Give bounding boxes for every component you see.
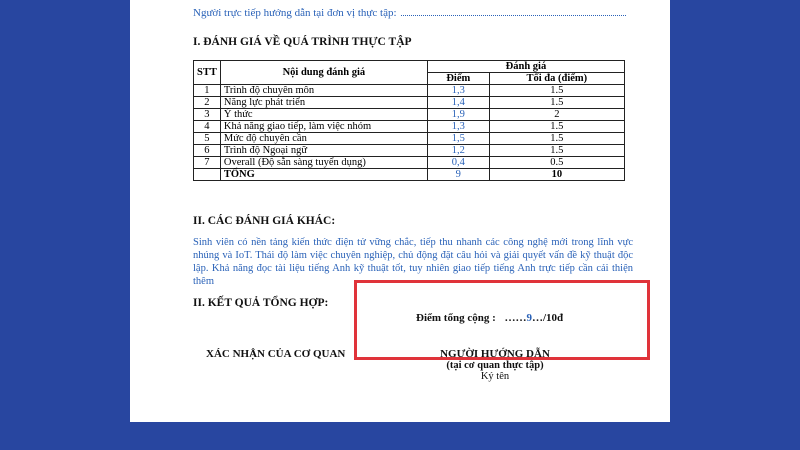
row-score: 0,4 bbox=[427, 157, 489, 169]
row-max: 1.5 bbox=[489, 145, 624, 157]
row-content: Khả năng giao tiếp, làm việc nhóm bbox=[220, 121, 427, 133]
row-max: 1.5 bbox=[489, 133, 624, 145]
supervisor-line bbox=[193, 6, 626, 19]
row-max: 2 bbox=[489, 109, 624, 121]
document-page bbox=[130, 0, 670, 422]
section2-title: II. CÁC ĐÁNH GIÁ KHÁC: bbox=[193, 215, 336, 227]
table-row bbox=[194, 157, 625, 169]
row-stt: 4 bbox=[194, 121, 221, 133]
total-max: 10 bbox=[489, 169, 624, 181]
row-stt: 5 bbox=[194, 133, 221, 145]
signature-right-sub: (tại cơ quan thực tập) bbox=[446, 360, 544, 371]
evaluation-table bbox=[193, 60, 625, 181]
row-max: 0.5 bbox=[489, 157, 624, 169]
row-score: 1,2 bbox=[427, 145, 489, 157]
table-total-row bbox=[194, 169, 625, 181]
row-content: Mức độ chuyên cần bbox=[220, 133, 427, 145]
signature-right bbox=[430, 349, 560, 382]
row-max: 1.5 bbox=[489, 121, 624, 133]
total-stt-cell bbox=[194, 169, 221, 181]
row-max: 1.5 bbox=[489, 85, 624, 97]
row-stt: 3 bbox=[194, 109, 221, 121]
table-header-score: Điểm bbox=[427, 73, 489, 85]
row-max: 1.5 bbox=[489, 97, 624, 109]
signature-right-title: NGƯỜI HƯỚNG DẪN bbox=[440, 348, 550, 360]
row-stt: 7 bbox=[194, 157, 221, 169]
table-row bbox=[194, 85, 625, 97]
table-row bbox=[194, 145, 625, 157]
table-header-content: Nội dung đánh giá bbox=[220, 61, 427, 85]
supervisor-dotted-field bbox=[401, 6, 626, 16]
row-stt: 6 bbox=[194, 145, 221, 157]
total-score: 9 bbox=[427, 169, 489, 181]
table-header-max: Tối đa (điểm) bbox=[489, 73, 624, 85]
table-row bbox=[194, 109, 625, 121]
row-score: 1,5 bbox=[427, 133, 489, 145]
row-content: Năng lực phát triển bbox=[220, 97, 427, 109]
section2-paragraph: Sinh viên có nền tảng kiến thức điện tử vững chắc, tiếp thu nhanh các công nghệ mới trong lĩnh vực nhúng và IoT. Thái độ làm việc chuyên nghiệp, chủ động đặt câu hỏi và giải quyết vấn đề kỹ thuật độc lập. Khả năng đọc tài liệu tiếng Anh kỹ thuật tốt, tuy nhiên giao tiếp tiếng Anh trực tiếp cần cải thiện thêm bbox=[193, 237, 633, 287]
row-score: 1,4 bbox=[427, 97, 489, 109]
total-score-label: Điểm tổng cộng : bbox=[416, 312, 496, 324]
total-score-value: 9 bbox=[526, 312, 532, 324]
total-score-suffix: …/10đ bbox=[532, 312, 564, 324]
row-content: Ý thức bbox=[220, 109, 427, 121]
table-row bbox=[194, 133, 625, 145]
row-stt: 1 bbox=[194, 85, 221, 97]
table-row bbox=[194, 97, 625, 109]
row-score: 1,3 bbox=[427, 85, 489, 97]
section3-title: II. KẾT QUẢ TỔNG HỢP: bbox=[193, 297, 329, 309]
supervisor-label: Người trực tiếp hướng dẫn tại đơn vị thực tập: bbox=[193, 7, 397, 19]
total-score-line bbox=[416, 312, 563, 324]
table-header-stt: STT bbox=[194, 61, 221, 85]
total-label: TỔNG bbox=[220, 169, 427, 181]
row-content: Overall (Độ sẵn sàng tuyển dụng) bbox=[220, 157, 427, 169]
row-stt: 2 bbox=[194, 97, 221, 109]
signature-right-sign: Ký tên bbox=[480, 371, 510, 382]
row-score: 1,9 bbox=[427, 109, 489, 121]
total-score-prefix: …… bbox=[504, 312, 527, 324]
row-content: Trình độ Ngoại ngữ bbox=[220, 145, 427, 157]
table-header-evaluation: Đánh giá bbox=[427, 61, 624, 73]
row-score: 1,3 bbox=[427, 121, 489, 133]
section1-title: I. ĐÁNH GIÁ VỀ QUÁ TRÌNH THỰC TẬP bbox=[193, 36, 412, 48]
signature-left: XÁC NHẬN CỦA CƠ QUAN bbox=[206, 348, 346, 360]
table-row bbox=[194, 121, 625, 133]
row-content: Trình độ chuyên môn bbox=[220, 85, 427, 97]
